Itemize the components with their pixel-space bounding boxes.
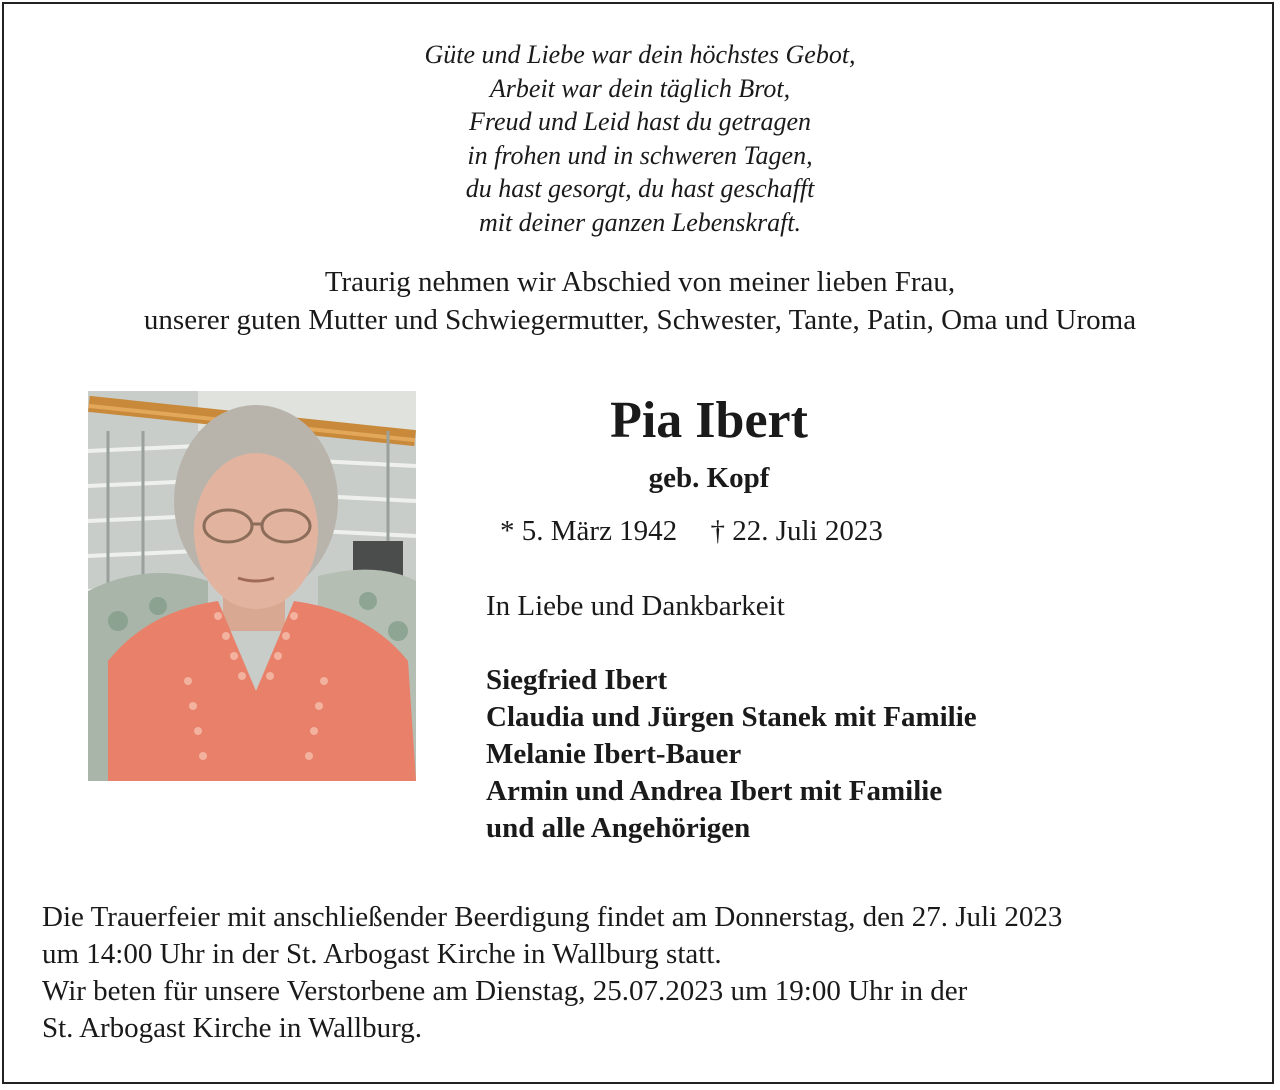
poem-line: in frohen und in schweren Tagen, — [467, 140, 813, 170]
mourner-entry: Siegfried Ibert — [486, 664, 668, 696]
service-line: Die Trauerfeier mit anschließender Beerdigung findet am Donnerstag, den 27. Juli 2023 — [42, 901, 1063, 933]
maiden-name: geb. Kopf — [648, 462, 770, 494]
poem-line: mit deiner ganzen Lebenskraft. — [478, 207, 802, 237]
intro-line: Traurig nehmen wir Abschied von meiner lieben Frau, — [324, 266, 956, 298]
service-line: Wir beten für unsere Verstorbene am Dienstag, 25.07.2023 um 19:00 Uhr in der — [42, 975, 968, 1007]
service-line: um 14:00 Uhr in der St. Arbogast Kirche in Wallburg statt. — [42, 938, 722, 970]
poem-line: du hast gesorgt, du hast geschafft — [465, 174, 815, 204]
poem-line: Arbeit war dein täglich Brot, — [489, 73, 791, 103]
closing-phrase: In Liebe und Dankbarkeit — [486, 590, 785, 622]
service-details — [42, 899, 1062, 1047]
poem-line: Freud und Leid hast du getragen — [468, 107, 812, 137]
mourners-list — [486, 662, 977, 847]
obituary-notice — [2, 2, 1274, 1084]
mourner-entry: Melanie Ibert-Bauer — [486, 738, 742, 770]
birth-date: * 5. März 1942 — [500, 515, 678, 547]
memorial-poem — [4, 38, 1276, 240]
mourner-entry: Armin und Andrea Ibert mit Familie — [486, 775, 943, 807]
portrait-photo — [88, 391, 416, 781]
intro-line: unserer guten Mutter und Schwiegermutter, Schwester, Tante, Patin, Oma und Uroma — [143, 304, 1137, 336]
deceased-name: Pia Ibert — [610, 392, 808, 449]
mourner-entry: Claudia und Jürgen Stanek mit Familie — [486, 701, 977, 733]
poem-line: Güte und Liebe war dein höchstes Gebot, — [424, 40, 856, 69]
service-line: St. Arbogast Kirche in Wallburg. — [42, 1012, 423, 1044]
farewell-intro — [4, 263, 1276, 339]
mourner-entry: und alle Angehörigen — [486, 812, 751, 844]
life-dates — [500, 512, 883, 550]
death-date: † 22. Juli 2023 — [710, 515, 883, 547]
